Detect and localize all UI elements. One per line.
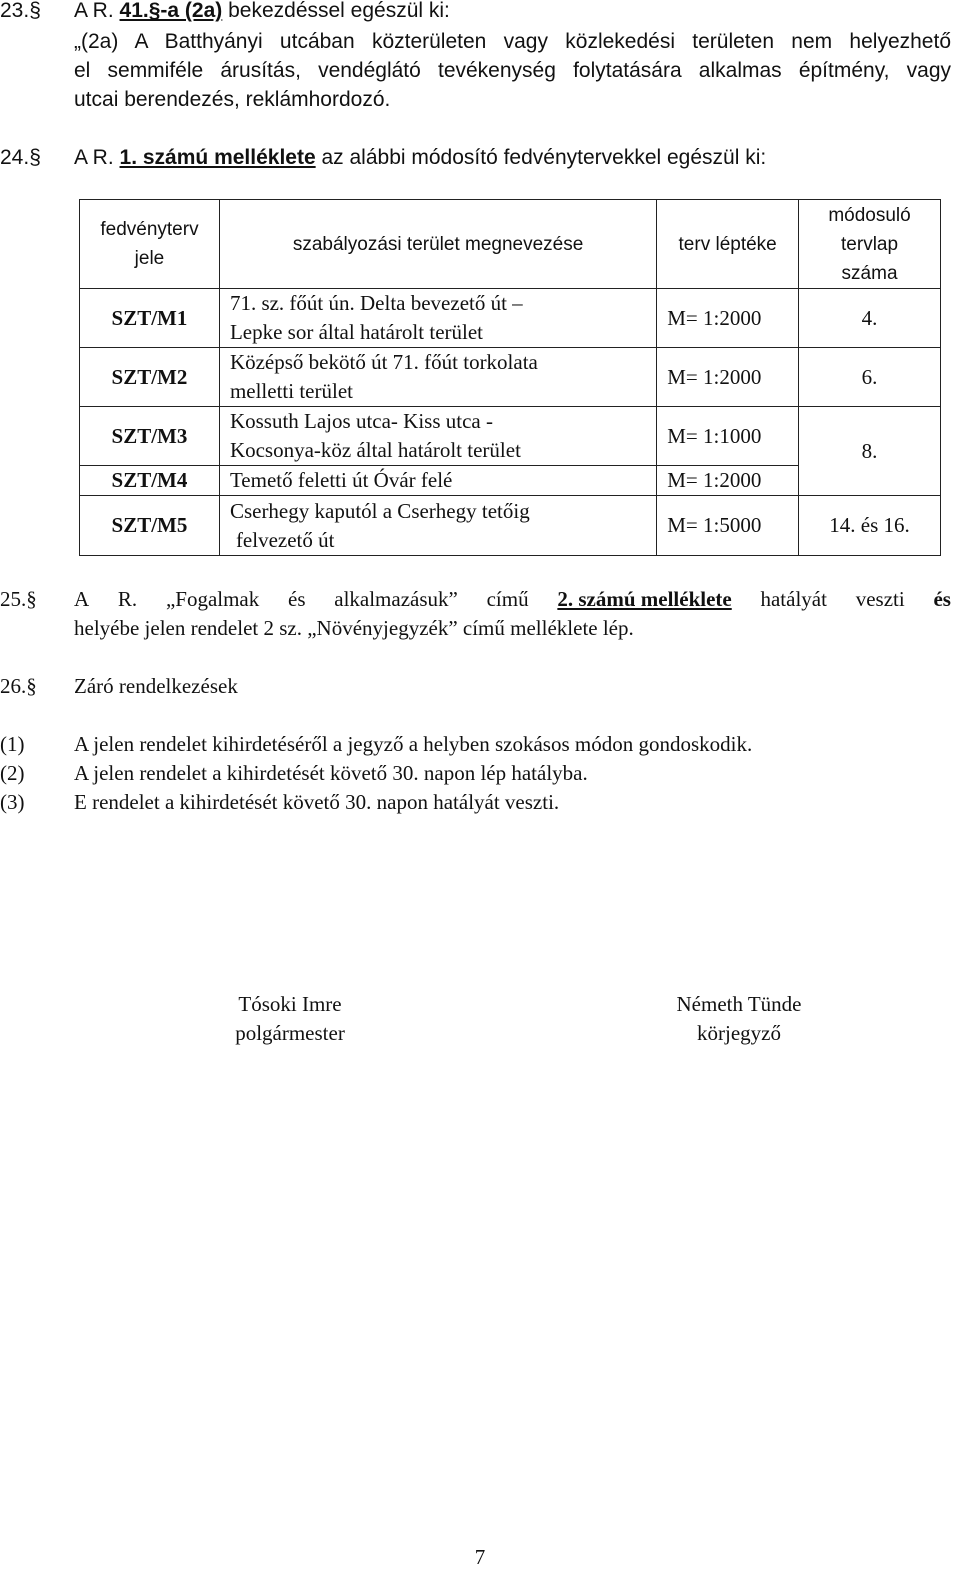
area-name: Középső bekötő út 71. főút torkolata melletti terület [219, 348, 656, 407]
provision-1-number: (1) [0, 732, 25, 756]
area-name: Kossuth Lajos utca- Kiss utca - Kocsonya-köz által határolt terület [219, 407, 656, 466]
header-plan-code: fedvényterv jele [80, 200, 220, 289]
page-number: 7 [474, 1545, 486, 1569]
header-scale: terv léptéke [657, 200, 799, 289]
scale: M= 1:1000 [657, 407, 799, 466]
plan-code: SZT/M5 [80, 496, 220, 556]
sheet-number: 8. [799, 407, 941, 496]
area-name: Cserhegy kaputól a Cserhegy tetőig felvezető út [219, 496, 656, 556]
area-name: 71. sz. főút ún. Delta bevezető út – Lepke sor által határolt terület [219, 289, 656, 348]
header-sheet-number: módosuló tervlap száma [799, 200, 941, 289]
section-25-line-1: A R. „Fogalmak és alkalmazásuk” című 2. számú melléklete hatályát veszti és [74, 585, 951, 614]
provision-3-text: E rendelet a kihirdetését követő 30. napon hatályát veszti. [74, 790, 560, 814]
provision-3-number: (3) [0, 790, 25, 814]
section-26-number: 26.§ [0, 674, 37, 698]
section-24-heading: A R. 1. számú melléklete az alábbi módosító fedvénytervekkel egészül ki: [74, 146, 767, 169]
section-23-line-2: „(2a) A Batthyányi utcában közterületen vagy közlekedési területen nem helyezhető [74, 30, 951, 53]
section-23-line-3: el semmiféle árusítás, vendéglátó tevékenység folytatására alkalmas építmény, vagy [74, 59, 951, 82]
plan-code: SZT/M1 [80, 289, 220, 348]
table-header-row [80, 200, 941, 289]
sheet-number: 14. és 16. [799, 496, 941, 556]
table-row [80, 348, 941, 407]
section-23-reference: 41.§-a (2a) [119, 0, 223, 22]
section-23-heading: A R. 41.§-a (2a) bekezdéssel egészül ki: [74, 0, 450, 22]
scale: M= 1:2000 [657, 289, 799, 348]
section-24-reference: 1. számú melléklete [119, 146, 316, 169]
mayor-title: polgármester [235, 1021, 345, 1045]
scale: M= 1:2000 [657, 348, 799, 407]
scale: M= 1:2000 [657, 466, 799, 496]
section-23-number: 23.§ [0, 0, 41, 22]
overlay-plan-table [79, 199, 941, 556]
plan-code: SZT/M2 [80, 348, 220, 407]
area-name: Temető feletti út Óvár felé [219, 466, 656, 496]
header-area-name: szabályozási terület megnevezése [219, 200, 656, 289]
section-26-title: Záró rendelkezések [74, 674, 238, 698]
notary-title: körjegyző [697, 1021, 781, 1045]
table-row [80, 407, 941, 466]
table-row [80, 496, 941, 556]
provision-2-text: A jelen rendelet a kihirdetését követő 30. napon lép hatályba. [74, 761, 588, 785]
section-23-line-4: utcai berendezés, reklámhordozó. [74, 88, 391, 111]
section-24-number: 24.§ [0, 146, 41, 169]
provision-1-text: A jelen rendelet kihirdetéséről a jegyző a helyben szokásos módon gondoskodik. [74, 732, 753, 756]
sheet-number: 6. [799, 348, 941, 407]
signature-mayor [190, 990, 390, 1048]
mayor-name: Tósoki Imre [238, 992, 342, 1016]
section-25-number: 25.§ [0, 587, 37, 611]
table-row [80, 289, 941, 348]
plan-code: SZT/M4 [80, 466, 220, 496]
notary-name: Németh Tünde [676, 992, 802, 1016]
plan-code: SZT/M3 [80, 407, 220, 466]
scale: M= 1:5000 [657, 496, 799, 556]
section-25-reference: 2. számú melléklete [557, 587, 732, 611]
provision-2-number: (2) [0, 761, 25, 785]
section-25-line-2: helyébe jelen rendelet 2 sz. „Növényjegyzék” című melléklete lép. [74, 616, 634, 640]
signature-notary [630, 990, 848, 1048]
sheet-number: 4. [799, 289, 941, 348]
